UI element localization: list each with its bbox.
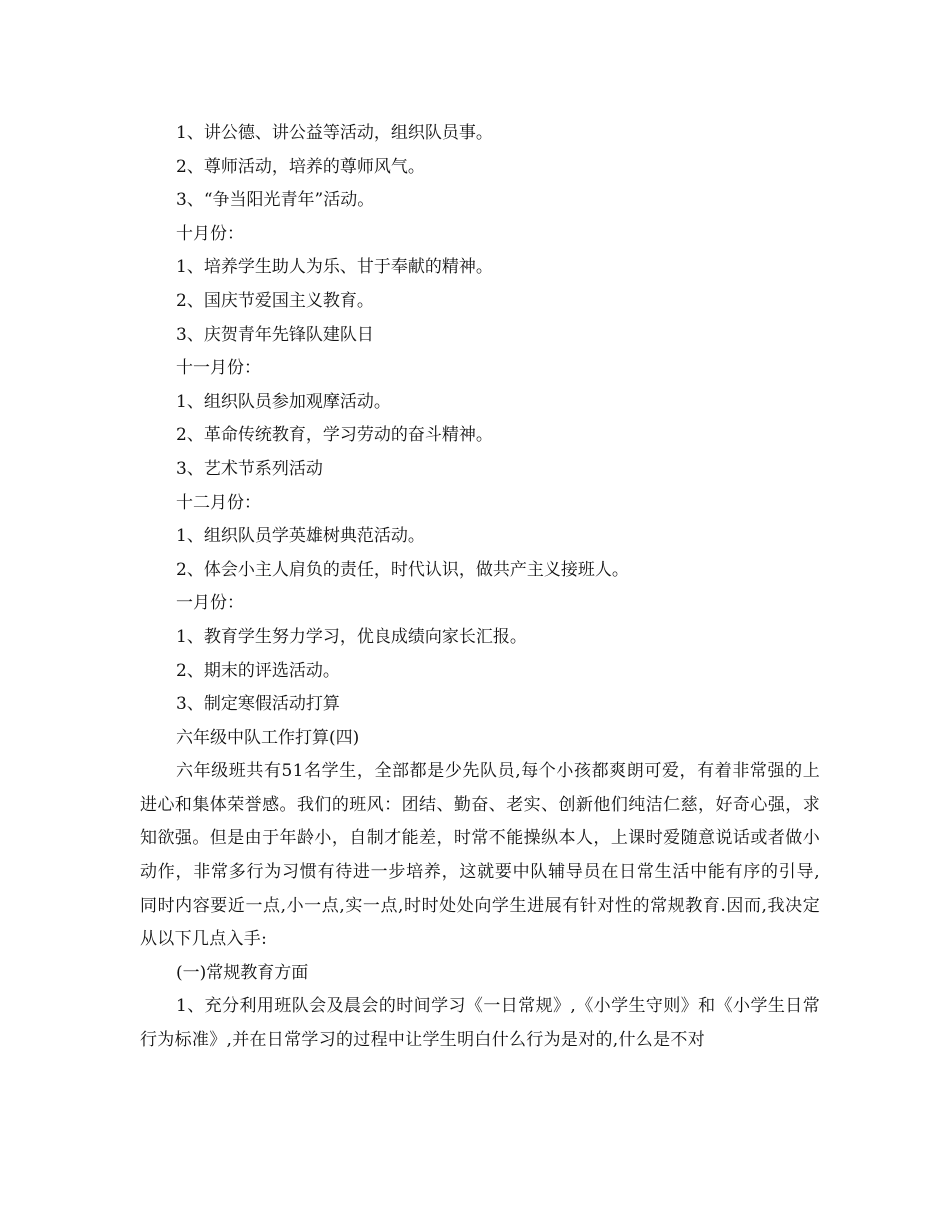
text-line: 1、组织队员学英雄树典范活动。: [176, 526, 425, 547]
month-heading: 十二月份：: [176, 492, 261, 513]
rule-paragraph: 1、充分利用班队会及晨会的时间学习《一日常规》,《小学生守则》和《小学生日常行为标准》,并在日常学习的过程中让学生明白什么行为是对的,什么是不对: [140, 996, 820, 1051]
text-line: 1、组织队员参加观摩活动。: [176, 391, 391, 412]
text-line: 2、革命传统教育，学习劳动的奋斗精神。: [176, 425, 493, 446]
text-line: 1、教育学生努力学习，优良成绩向家长汇报。: [176, 626, 527, 647]
text-line: 2、体会小主人肩负的责任，时代认识，做共产主义接班人。: [176, 559, 629, 580]
text-line: 2、尊师活动，培养的尊师风气。: [176, 156, 425, 177]
text-line: 3、庆贺青年先锋队建队日: [176, 324, 374, 345]
text-line: 2、期末的评选活动。: [176, 660, 340, 681]
month-heading: 十月份：: [176, 223, 244, 244]
section-title: 六年级中队工作打算(四): [176, 727, 360, 748]
text-line: 3、“争当阳光青年”活动。: [176, 190, 375, 211]
text-line: 3、制定寒假活动打算: [176, 694, 340, 715]
month-heading: 十一月份：: [176, 358, 261, 379]
text-line: 3、艺术节系列活动: [176, 458, 323, 479]
section-heading: (一)常规教育方面: [176, 962, 309, 983]
month-heading: 一月份：: [176, 593, 244, 614]
text-line: 1、培养学生助人为乐、甘于奉献的精神。: [176, 257, 493, 278]
text-line: 2、国庆节爱国主义教育。: [176, 290, 374, 311]
text-line: 1、讲公德、讲公益等活动，组织队员事。: [176, 123, 493, 143]
document-page: [140, 117, 820, 1058]
intro-paragraph: 六年级班共有51名学生，全部都是少先队员,每个小孩都爽朗可爱，有着非常强的上进心和集体荣誉感。我们的班风：团结、勤奋、老实、创新他们纯洁仁慈，好奇心强，求知欲强。但是由于年龄小，自制才能差，时常不能操纵本人，上课时爱随意说话或者做小动作，非常多行为习惯有待进一步培养，这就要中队辅导员在日常生活中能有序的引导,同时内容要近一点,小一点,实一点,时时处处向学生进展有针对性的常规教育.因而,我决定从以下几点入手:: [140, 761, 820, 950]
